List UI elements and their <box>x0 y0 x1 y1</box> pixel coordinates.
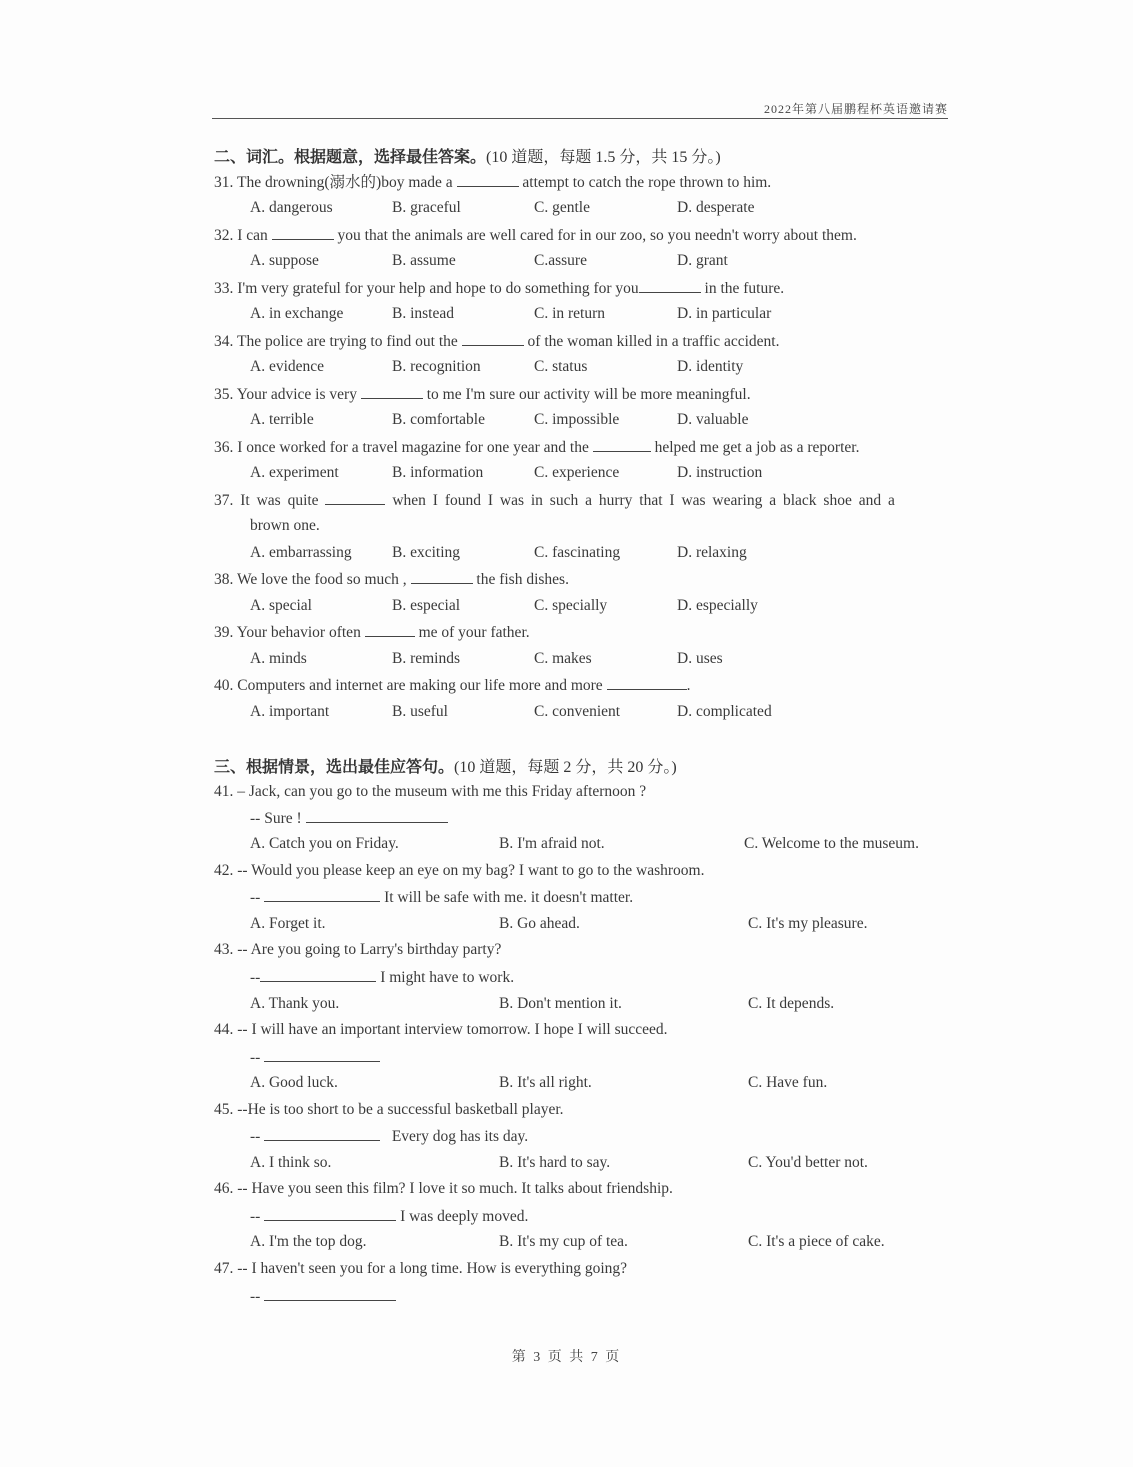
option-b: B. especial <box>392 597 461 614</box>
question-text-post: the fish dishes. <box>476 571 569 588</box>
reply-41 <box>250 808 448 828</box>
option-d: D. valuable <box>677 411 749 428</box>
question-text-post: attempt to catch the rope thrown to him. <box>522 174 772 191</box>
option-a: A. Thank you. <box>250 995 340 1012</box>
question-47 <box>214 1259 627 1279</box>
option-d: D. relaxing <box>677 544 747 561</box>
option-c: C. specially <box>534 597 608 614</box>
question-number: 32. <box>214 227 234 244</box>
question-text-post: me of your father. <box>418 624 530 641</box>
option-c: C. makes <box>534 650 592 667</box>
option-b: B. recognition <box>392 358 481 375</box>
option-b: B. exciting <box>392 544 461 561</box>
question-number: 33. <box>214 280 234 297</box>
reply-prefix: -- <box>250 1049 261 1066</box>
question-prompt: -- Have you seen this film? I love it so much. It talks about friendship. <box>237 1180 673 1197</box>
reply-text: Every dog has its day. <box>391 1128 529 1145</box>
option-b: B. assume <box>392 252 456 269</box>
option-d: D. identity <box>677 358 744 375</box>
option-b: B. reminds <box>392 650 461 667</box>
question-text-post: . <box>686 677 691 694</box>
reply-42 <box>250 887 633 907</box>
question-prompt: -- I haven't seen you for a long time. How is everything going? <box>237 1260 628 1277</box>
option-b: B. comfortable <box>392 411 485 428</box>
question-text-post: when I found I was in such a hurry that I was wearing a black shoe and a <box>392 492 895 509</box>
answer-blank <box>264 1286 396 1301</box>
question-31 <box>214 172 771 192</box>
question-45 <box>214 1100 564 1120</box>
question-prompt: -- Are you going to Larry's birthday party? <box>237 941 502 958</box>
question-40 <box>214 675 690 695</box>
reply-text: I might have to work. <box>380 969 515 986</box>
answer-blank <box>462 331 524 346</box>
section3-note: (10 道题，每题 2 分，共 20 分。) <box>454 759 677 776</box>
option-c: C. status <box>534 358 588 375</box>
section3-heading: 三、根据情景，选出最佳应答句。 <box>214 759 455 776</box>
option-a: A. terrible <box>250 411 314 428</box>
option-b: B. It's my cup of tea. <box>499 1233 628 1250</box>
answer-blank <box>325 490 385 505</box>
page-footer: 第 3 页 共 7 页 <box>511 1350 622 1365</box>
reply-prefix: -- Sure ! <box>250 810 302 827</box>
option-d: D. grant <box>677 252 728 269</box>
section2-note: (10 道题，每题 1.5 分，共 15 分。) <box>486 149 721 166</box>
question-text-post: you that the animals are well cared for in our zoo, so you needn't worry about them. <box>337 227 857 244</box>
question-41 <box>214 782 646 802</box>
header-rule <box>212 118 948 119</box>
option-a: A. special <box>250 597 312 614</box>
question-text-post: helped me get a job as a reporter. <box>654 439 860 456</box>
section2-heading: 二、词汇。根据题意，选择最佳答案。 <box>214 149 487 166</box>
question-number: 45. <box>214 1101 234 1118</box>
option-d: D. uses <box>677 650 723 667</box>
question-number: 43. <box>214 941 234 958</box>
option-c: C. in return <box>534 305 606 322</box>
option-d: D. especially <box>677 597 758 614</box>
question-text-pre: Your advice is very <box>236 386 357 403</box>
page-header: 2022年第八届鹏程杯英语邀请赛 <box>763 102 948 116</box>
answer-blank <box>593 437 651 452</box>
option-a: A. in exchange <box>250 305 344 322</box>
reply-47 <box>250 1286 396 1306</box>
option-c: C. experience <box>534 464 620 481</box>
reply-45 <box>250 1126 528 1146</box>
question-46 <box>214 1179 673 1199</box>
answer-blank <box>264 1126 380 1141</box>
option-a: A. evidence <box>250 358 325 375</box>
question-38 <box>214 569 569 589</box>
question-prompt: -- Would you please keep an eye on my bag? I want to go to the washroom. <box>237 862 705 879</box>
answer-blank <box>260 967 376 982</box>
answer-blank <box>272 225 334 240</box>
question-number: 46. <box>214 1180 234 1197</box>
option-c: C. It depends. <box>748 995 835 1012</box>
answer-blank <box>264 1206 396 1221</box>
option-b: B. useful <box>392 703 448 720</box>
question-44 <box>214 1020 668 1040</box>
option-b: B. It's hard to say. <box>499 1154 611 1171</box>
question-number: 34. <box>214 333 234 350</box>
answer-blank <box>411 569 473 584</box>
option-c: C.assure <box>534 252 587 269</box>
answer-blank <box>264 887 380 902</box>
question-39 <box>214 622 530 642</box>
question-36 <box>214 437 859 457</box>
reply-prefix: -- <box>250 969 261 986</box>
option-c: C. convenient <box>534 703 621 720</box>
option-d: D. complicated <box>677 703 772 720</box>
question-text-pre: It was quite <box>240 492 319 509</box>
option-c: C. You'd better not. <box>748 1154 868 1171</box>
question-34 <box>214 331 779 351</box>
option-b: B. instead <box>392 305 454 322</box>
reply-text: It will be safe with me. it doesn't matter. <box>384 889 634 906</box>
question-text-pre: The police are trying to find out the <box>236 333 458 350</box>
option-c: C. Have fun. <box>748 1074 828 1091</box>
option-a: A. Good luck. <box>250 1074 338 1091</box>
question-text-post: to me I'm sure our activity will be more meaningful. <box>426 386 751 403</box>
question-number: 35. <box>214 386 234 403</box>
reply-46 <box>250 1206 528 1226</box>
section3-title <box>214 754 677 777</box>
reply-prefix: -- <box>250 1208 261 1225</box>
answer-blank <box>365 622 415 637</box>
answer-blank <box>639 278 701 293</box>
question-prompt: --He is too short to be a successful basketball player. <box>237 1101 564 1118</box>
option-d: D. instruction <box>677 464 763 481</box>
question-number: 38. <box>214 571 234 588</box>
option-c: C. It's my pleasure. <box>748 915 868 932</box>
question-35 <box>214 384 751 404</box>
question-number: 41. <box>214 783 234 800</box>
option-c: C. gentle <box>534 199 590 216</box>
answer-blank <box>264 1047 380 1062</box>
option-a: A. I'm the top dog. <box>250 1233 367 1250</box>
option-b: B. It's all right. <box>499 1074 592 1091</box>
question-43 <box>214 940 501 960</box>
option-b: B. Go ahead. <box>499 915 580 932</box>
option-b: B. I'm afraid not. <box>499 835 605 852</box>
question-text-pre: I once worked for a travel magazine for one year and the <box>237 439 589 456</box>
option-b: B. graceful <box>392 199 461 216</box>
answer-blank <box>457 172 519 187</box>
option-a: A. Forget it. <box>250 915 326 932</box>
option-a: A. important <box>250 703 330 720</box>
reply-43 <box>250 967 514 987</box>
question-number: 31. <box>214 174 234 191</box>
question-text-pre: The drowning(溺水的)boy made a <box>236 174 453 191</box>
answer-blank <box>607 675 687 690</box>
option-d: D. in particular <box>677 305 772 322</box>
question-number: 36. <box>214 439 234 456</box>
option-c: C. impossible <box>534 411 620 428</box>
question-number: 42. <box>214 862 234 879</box>
answer-blank <box>306 808 448 823</box>
option-a: A. embarrassing <box>250 544 352 561</box>
question-text-pre: We love the food so much , <box>236 571 407 588</box>
question-prompt: -- I will have an important interview tomorrow. I hope I will succeed. <box>237 1021 668 1038</box>
question-text-post: of the woman killed in a traffic accident. <box>527 333 780 350</box>
answer-blank <box>361 384 423 399</box>
question-text-pre: Computers and internet are making our life more and more <box>237 677 603 694</box>
reply-44 <box>250 1047 380 1067</box>
question-text-post: in the future. <box>704 280 785 297</box>
question-text-pre: I'm very grateful for your help and hope to do something for you <box>237 280 639 297</box>
question-prompt: – Jack, can you go to the museum with me this Friday afternoon ? <box>237 783 647 800</box>
question-42 <box>214 861 704 881</box>
question-number: 47. <box>214 1260 234 1277</box>
question-text-pre: Your behavior often <box>236 624 361 641</box>
question-37-continuation: brown one. <box>250 517 320 534</box>
option-b: B. information <box>392 464 484 481</box>
option-c: C. Welcome to the museum. <box>744 835 919 852</box>
option-a: A. suppose <box>250 252 319 269</box>
question-number: 39. <box>214 624 234 641</box>
question-37 <box>214 490 895 510</box>
question-number: 44. <box>214 1021 234 1038</box>
option-b: B. Don't mention it. <box>499 995 622 1012</box>
option-a: A. Catch you on Friday. <box>250 835 399 852</box>
reply-prefix: -- <box>250 889 261 906</box>
option-c: C. fascinating <box>534 544 621 561</box>
reply-prefix: -- <box>250 1288 261 1305</box>
option-a: A. experiment <box>250 464 339 481</box>
question-33 <box>214 278 784 298</box>
option-c: C. It's a piece of cake. <box>748 1233 885 1250</box>
question-32 <box>214 225 857 245</box>
question-text-pre: I can <box>237 227 268 244</box>
option-a: A. dangerous <box>250 199 333 216</box>
option-d: D. desperate <box>677 199 755 216</box>
option-a: A. minds <box>250 650 307 667</box>
reply-prefix: -- <box>250 1128 261 1145</box>
question-number: 37. <box>214 492 234 509</box>
option-a: A. I think so. <box>250 1154 332 1171</box>
reply-text: I was deeply moved. <box>400 1208 529 1225</box>
section2-title <box>214 144 721 167</box>
question-number: 40. <box>214 677 234 694</box>
